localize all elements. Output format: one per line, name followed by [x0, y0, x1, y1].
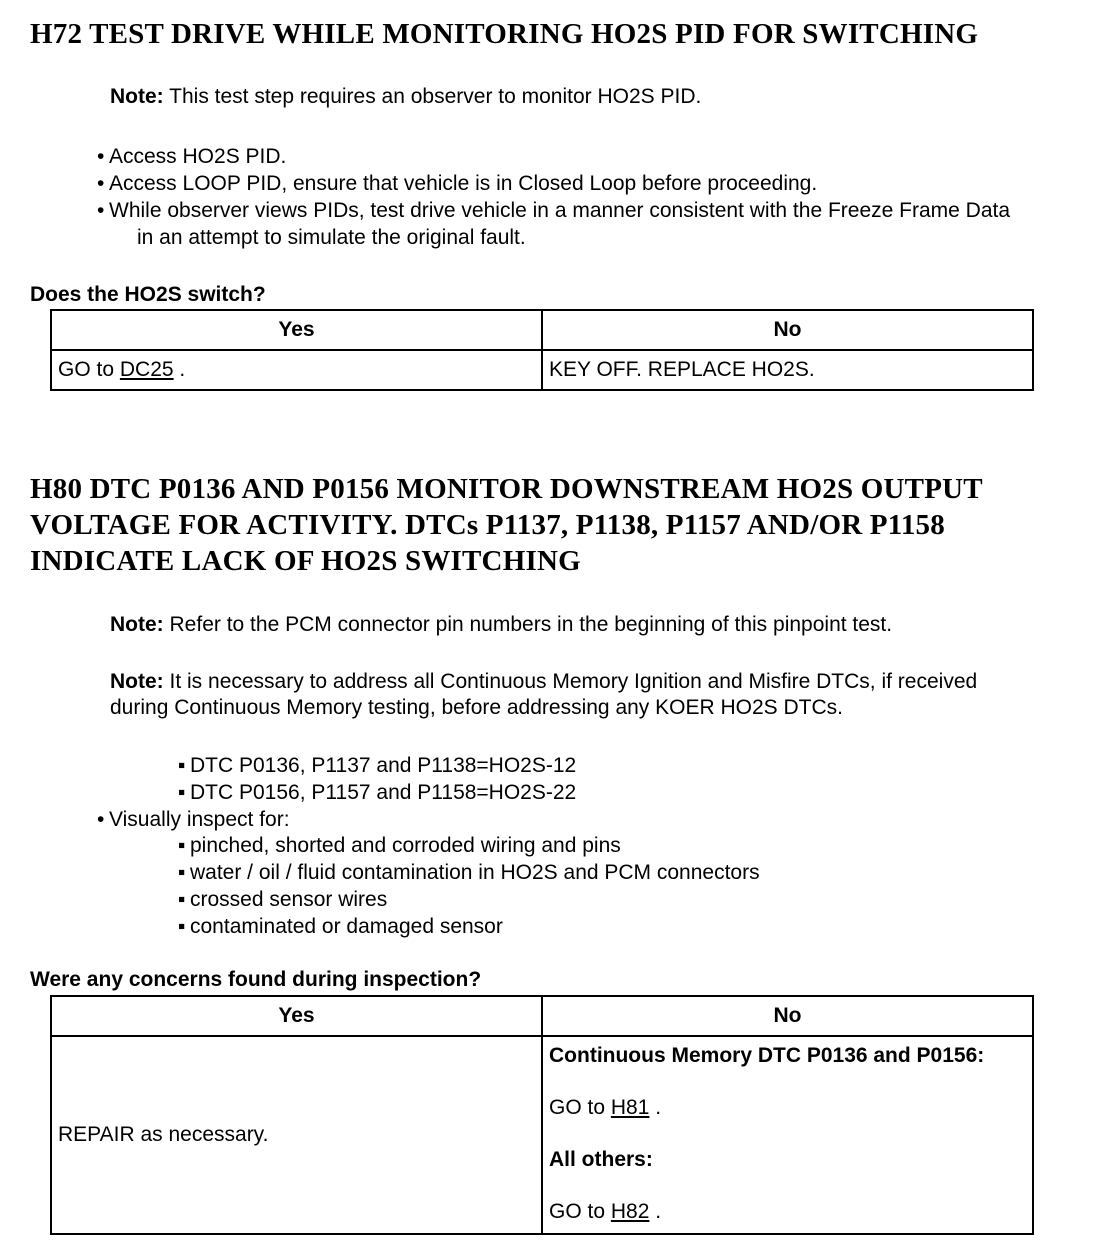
- table-row: [51, 350, 1033, 390]
- h80-note-2-label: Note:: [110, 670, 164, 693]
- dtc-item-1: ▪ DTC P0136, P1137 and P1138=HO2S-12: [178, 752, 576, 779]
- h72-bullet-1: • Access HO2S PID.: [97, 143, 1010, 170]
- no-header: No: [542, 996, 1033, 1036]
- goto-h81-line: [549, 1095, 1026, 1121]
- h80-note-1-text: Refer to the PCM connector pin numbers in the beginning of this pinpoint test.: [169, 613, 893, 636]
- h72-bullet-3: • While observer views PIDs, test drive vehicle in a manner consistent with the Freeze Frame Data: [97, 197, 1010, 224]
- goto-suffix: .: [655, 1096, 662, 1119]
- h72-bullet-list: [97, 143, 1010, 251]
- cm-dtc-label: Continuous Memory DTC P0136 and P0156:: [549, 1044, 985, 1067]
- no-cell: KEY OFF. REPLACE HO2S.: [542, 350, 1033, 390]
- h80-note-2-text-line-1: It is necessary to address all Continuous Memory Ignition and Misfire DTCs, if received: [169, 670, 978, 693]
- h80-title: [30, 471, 983, 579]
- h72-title: H72 TEST DRIVE WHILE MONITORING HO2S PID FOR SWITCHING: [30, 18, 979, 50]
- h72-bullet-3-continuation: in an attempt to simulate the original fault.: [137, 226, 526, 249]
- no-cell: [542, 1036, 1033, 1234]
- yes-header: Yes: [51, 996, 542, 1036]
- h80-note-2-text-line-2: during Continuous Memory testing, before addressing any KOER HO2S DTCs.: [110, 696, 844, 719]
- h72-question: Does the HO2S switch?: [30, 283, 266, 306]
- h72-note: [110, 84, 701, 110]
- h80-title-line-1: H80 DTC P0136 AND P0156 MONITOR DOWNSTREAM HO2S OUTPUT: [30, 473, 983, 505]
- goto-suffix: .: [179, 358, 186, 381]
- goto-prefix: GO to: [58, 358, 115, 381]
- table-header-row: [51, 996, 1033, 1036]
- inspect-item-2: ▪ water / oil / fluid contamination in HO2S and PCM connectors: [178, 859, 760, 886]
- goto-prefix: GO to: [549, 1096, 606, 1119]
- h80-title-line-2: VOLTAGE FOR ACTIVITY. DTCs P1137, P1138, P1157 AND/OR P1158: [30, 509, 945, 541]
- h80-dtc-list: [178, 752, 576, 806]
- h80-note-1-label: Note:: [110, 613, 164, 636]
- h72-note-text: This test step requires an observer to monitor HO2S PID.: [169, 85, 702, 108]
- yes-header: Yes: [51, 310, 542, 350]
- h80-inspect-list: [97, 806, 290, 833]
- goto-h82-line: [549, 1199, 1026, 1225]
- dc25-link[interactable]: DC25: [119, 358, 174, 381]
- h81-link[interactable]: H81: [610, 1096, 650, 1119]
- h72-bullet-2: • Access LOOP PID, ensure that vehicle is in Closed Loop before proceeding.: [97, 170, 1010, 197]
- h80-note-1: [110, 612, 892, 638]
- h72-note-label: Note:: [110, 85, 164, 108]
- h80-inspect-items: [178, 832, 760, 940]
- dtc-item-2: ▪ DTC P0156, P1157 and P1158=HO2S-22: [178, 779, 576, 806]
- h72-answer-table: [50, 309, 1034, 391]
- h80-note-2: [110, 669, 977, 721]
- yes-cell: REPAIR as necessary.: [51, 1036, 542, 1234]
- h80-answer-table: [50, 995, 1034, 1235]
- table-header-row: [51, 310, 1033, 350]
- goto-prefix: GO to: [549, 1200, 606, 1223]
- inspect-label: • Visually inspect for:: [97, 806, 290, 833]
- h82-link[interactable]: H82: [610, 1200, 650, 1223]
- inspect-item-3: ▪ crossed sensor wires: [178, 886, 760, 913]
- goto-suffix: .: [655, 1200, 662, 1223]
- all-others-label: All others:: [549, 1148, 653, 1171]
- no-header: No: [542, 310, 1033, 350]
- h80-question: Were any concerns found during inspection?: [30, 968, 482, 991]
- yes-cell: [51, 350, 542, 390]
- h80-title-line-3: INDICATE LACK OF HO2S SWITCHING: [30, 545, 581, 577]
- table-row: [51, 1036, 1033, 1234]
- inspect-item-1: ▪ pinched, shorted and corroded wiring and pins: [178, 832, 760, 859]
- inspect-item-4: ▪ contaminated or damaged sensor: [178, 913, 760, 940]
